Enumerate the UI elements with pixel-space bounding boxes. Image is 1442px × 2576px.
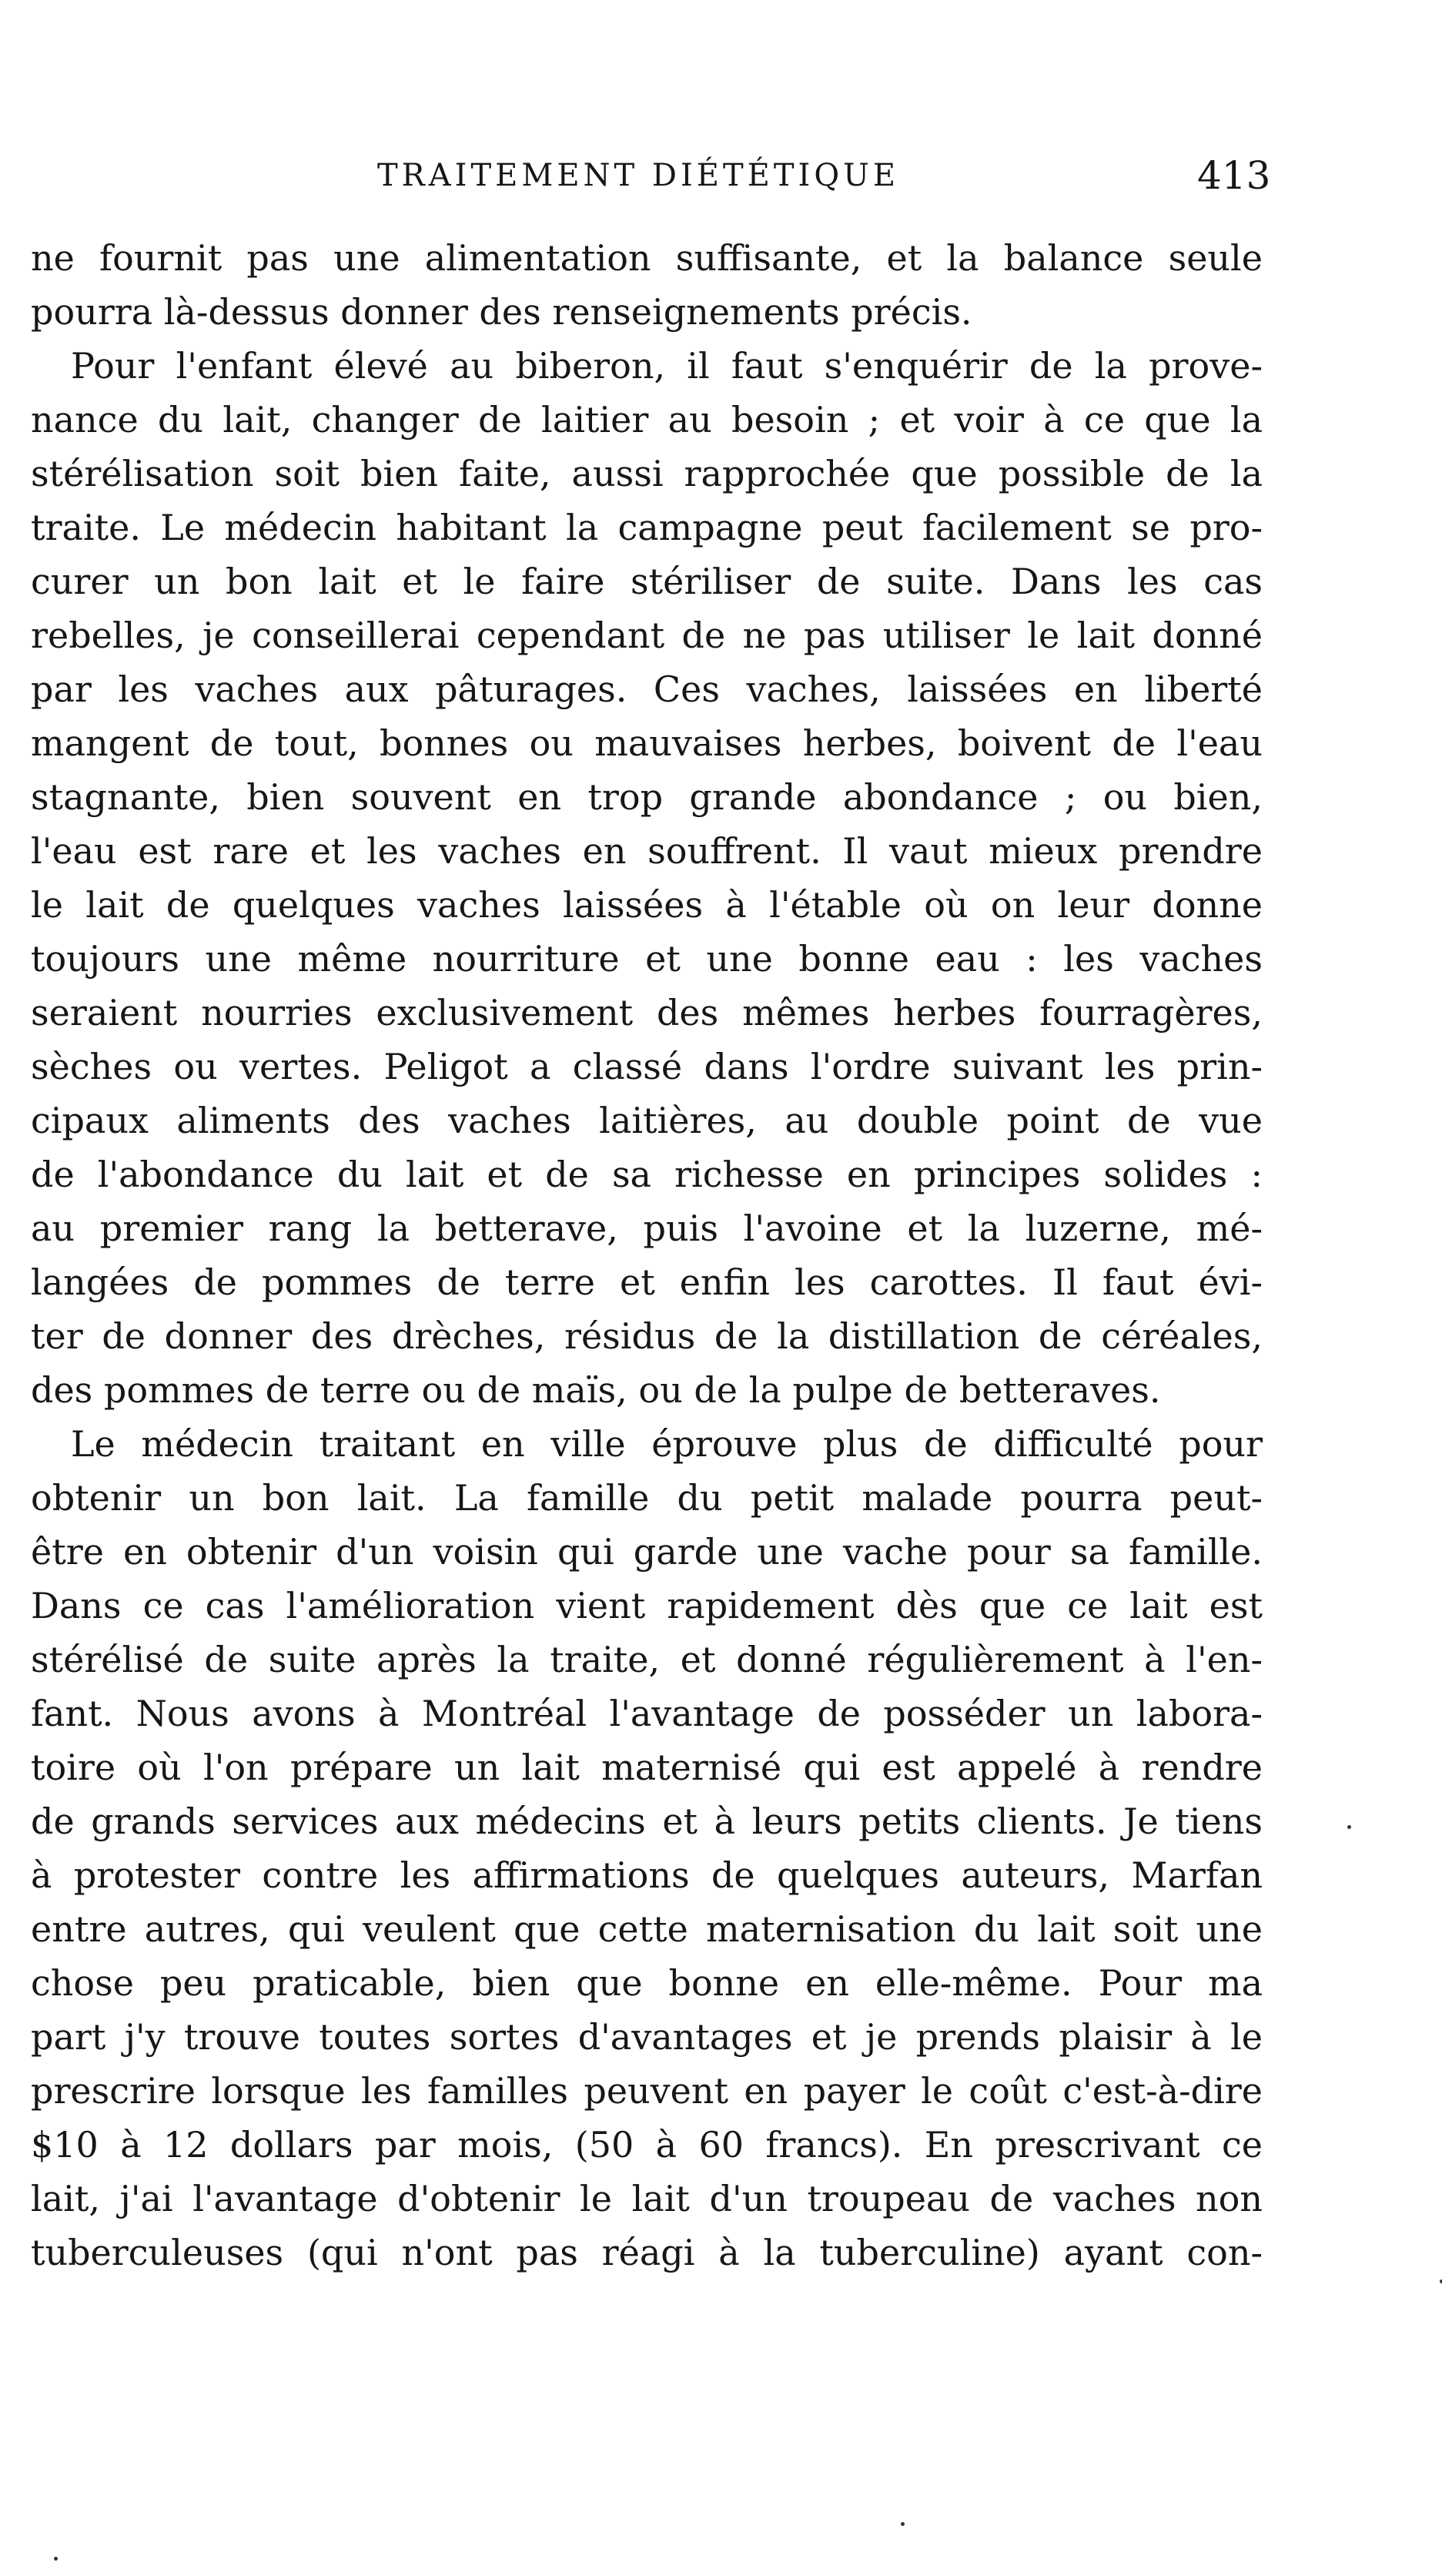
text-line: toire où l'on prépare un lait maternisé qui est appelé à rendre [31,1747,1263,1788]
text-line: part j'y trouve toutes sortes d'avantages et je prends plaisir à le [31,2016,1263,2058]
running-head: TRAITEMENT DIÉTÉTIQUE [377,158,900,193]
text-line: prescrire lorsque les familles peuvent en payer le coût c'est-à-dire [31,2070,1263,2112]
text-line: tuberculeuses (qui n'ont pas réagi à la tuberculine) ayant con- [31,2232,1263,2273]
body-text [31,231,1263,2280]
text-line: traite. Le médecin habitant la campagne peut facilement se pro- [31,507,1263,548]
text-line: Pour l'enfant élevé au biberon, il faut s'enquérir de la prove- [71,345,1263,387]
text-line: nance du lait, changer de laitier au besoin ; et voir à ce que la [31,399,1263,440]
text-line: le lait de quelques vaches laissées à l'étable où on leur donne [31,884,1263,926]
text-line: rebelles, je conseillerai cependant de ne pas utiliser le lait donné [31,615,1263,656]
text-line: stérélisé de suite après la traite, et donné régulièrement à l'en- [31,1639,1263,1680]
text-line: au premier rang la betterave, puis l'avoine et la luzerne, mé- [31,1208,1263,1249]
text-line: curer un bon lait et le faire stériliser de suite. Dans les cas [31,561,1263,602]
text-line: obtenir un bon lait. La famille du petit malade pourra peut- [31,1477,1263,1519]
text-line: de grands services aux médecins et à leurs petits clients. Je tiens [31,1801,1263,1842]
text-line: $10 à 12 dollars par mois, (50 à 60 francs). En prescrivant ce [31,2124,1263,2166]
text-line: mangent de tout, bonnes ou mauvaises herbes, boivent de l'eau [31,722,1263,764]
text-line: ne fournit pas une alimentation suffisante, et la balance seule [31,237,1263,279]
text-line: sèches ou vertes. Peligot a classé dans l'ordre suivant les prin- [31,1046,1263,1087]
text-line: seraient nourries exclusivement des mêmes herbes fourragères, [31,992,1263,1033]
text-line: être en obtenir d'un voisin qui garde une vache pour sa famille. [31,1531,1263,1573]
text-line: de l'abondance du lait et de sa richesse en principes solides : [31,1154,1263,1195]
page-header [0,153,1442,219]
ink-speck [54,2557,58,2561]
text-line: Le médecin traitant en ville éprouve plus de difficulté pour [71,1423,1263,1465]
text-line: chose peu praticable, bien que bonne en elle-même. Pour ma [31,1962,1263,2004]
text-line: cipaux aliments des vaches laitières, au double point de vue [31,1100,1263,1141]
text-line: par les vaches aux pâturages. Ces vaches, laissées en liberté [31,668,1263,710]
text-line: fant. Nous avons à Montréal l'avantage de posséder un labora- [31,1693,1263,1734]
text-line: ter de donner des drèches, résidus de la distillation de céréales, [31,1315,1263,1357]
text-line: entre autres, qui veulent que cette maternisation du lait soit une [31,1908,1263,1950]
ink-speck [1347,1825,1351,1829]
text-line: stagnante, bien souvent en trop grande abondance ; ou bien, [31,776,1263,818]
text-line: des pommes de terre ou de maïs, ou de la pulpe de betteraves. [31,1369,1161,1411]
ink-speck [901,2522,905,2526]
text-line: langées de pommes de terre et enfin les carottes. Il faut évi- [31,1261,1263,1303]
text-line: l'eau est rare et les vaches en souffrent. Il vaut mieux prendre [31,830,1263,872]
text-line: à protester contre les affirmations de quelques auteurs, Marfan [31,1854,1263,1896]
page-number: 413 [1197,153,1271,198]
text-line: toujours une même nourriture et une bonne eau : les vaches [31,938,1263,980]
text-line: pourra là-dessus donner des renseignements précis. [31,291,972,333]
text-line: Dans ce cas l'amélioration vient rapidement dès que ce lait est [31,1585,1263,1626]
text-line: stérélisation soit bien faite, aussi rapprochée que possible de la [31,453,1263,494]
text-line: lait, j'ai l'avantage d'obtenir le lait d'un troupeau de vaches non [31,2178,1263,2219]
